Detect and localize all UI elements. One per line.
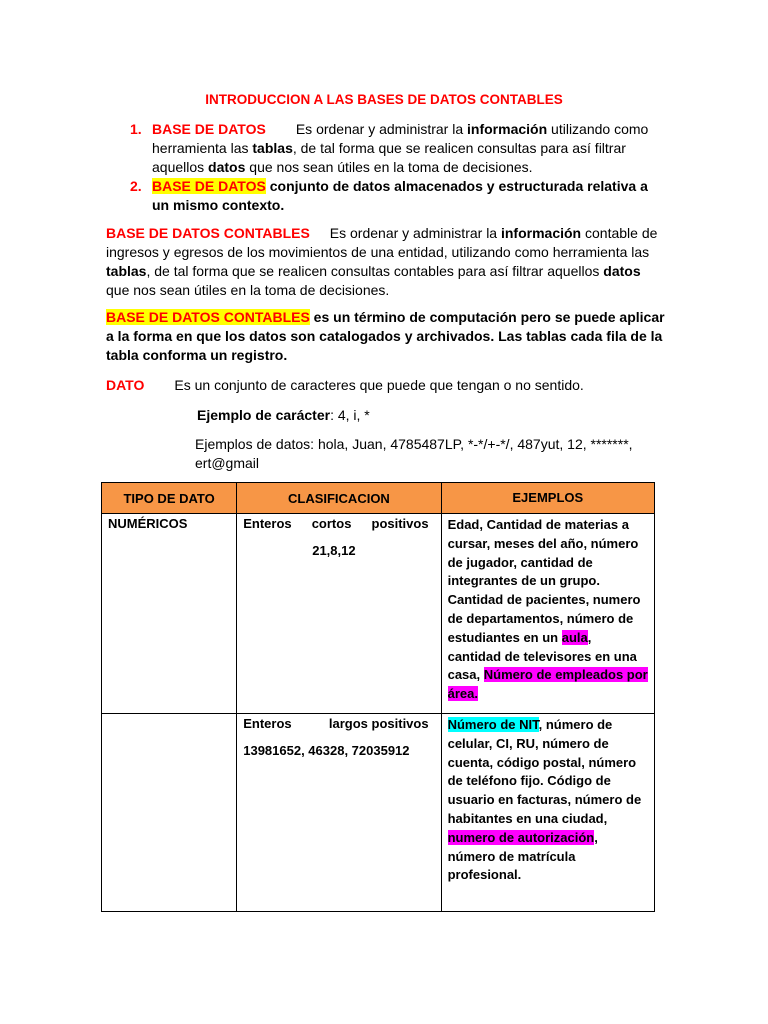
cell-tipo [102,714,237,912]
list-term: BASE DE DATOS [152,178,266,194]
list-item: 1. BASE DE DATOS Es ordenar y administrar la información utilizando como herramienta las tablas, de tal forma que se realicen consultas para así filtrar aquellos datos que nos sean útiles en la toma de decisiones. [130,121,649,175]
cell-ejemplos: Edad, Cantidad de materias a cursar, meses del año, número de jugador, cantidad de integrantes de un grupo. Cantidad de pacientes, numero de departamentos, número de estudiantes en un aula, cantidad de televisores en una casa, Número de empleados por área. [441,514,654,714]
list-term: BASE DE DATOS [152,121,266,137]
list-number: 2. [130,178,142,194]
list-item: 2. BASE DE DATOS conjunto de datos almacenados y estructurada relativa a un mismo contexto. [130,178,648,213]
ejemplo-caracter: Ejemplo de carácter: 4, i, * [197,407,370,423]
cell-clasificacion: Enteros largos positivos 13981652, 46328, 72035912 [237,714,441,912]
definition-list [0,120,768,215]
cell-tipo: NUMÉRICOS [102,514,237,714]
data-types-table [101,482,655,912]
list-number: 1. [130,121,142,137]
table-row [102,514,655,714]
paragraph-definition: BASE DE DATOS CONTABLES es un término de computación pero se puede aplicar a la forma en que los datos son catalogados y archivados. Las tablas cada fila de la tabla conforma un registro. [106,309,665,363]
dato-term: DATO [106,377,145,393]
paragraph-dato: DATO Es un conjunto de caracteres que puede que tengan o no sentido. [106,377,584,393]
header-tipo: TIPO DE DATO [102,483,237,514]
ejemplos-datos: Ejemplos de datos: hola, Juan, 4785487LP, *-*/+-*/, 487yut, 12, *******, ert@gmail [195,436,633,471]
header-clasificacion: CLASIFICACION [237,483,441,514]
page-title: INTRODUCCION A LAS BASES DE DATOS CONTABLES [205,92,563,107]
cell-ejemplos: Número de NIT, número de celular, CI, RU, número de cuenta, código postal, número de teléfono fijo. Código de usuario en facturas, número de habitantes en una ciudad, numero de autorización, número de matrícula profesional. [441,714,654,912]
paragraph-base-datos-contables: BASE DE DATOS CONTABLES Es ordenar y administrar la información contable de ingresos y egresos de los movimientos de una entidad, utilizando como herramienta las tablas, de tal forma que se realicen consultas contables para así filtrar aquellos datos que nos sean útiles en la toma de decisiones. [106,225,658,298]
table-row [102,714,655,912]
paragraph-term: BASE DE DATOS CONTABLES [106,309,310,325]
header-ejemplos: EJEMPLOS [441,483,654,514]
table-header-row [102,483,655,514]
paragraph-term: BASE DE DATOS CONTABLES [106,225,310,241]
cell-clasificacion: Enteros cortos positivos 21,8,12 [237,514,441,714]
